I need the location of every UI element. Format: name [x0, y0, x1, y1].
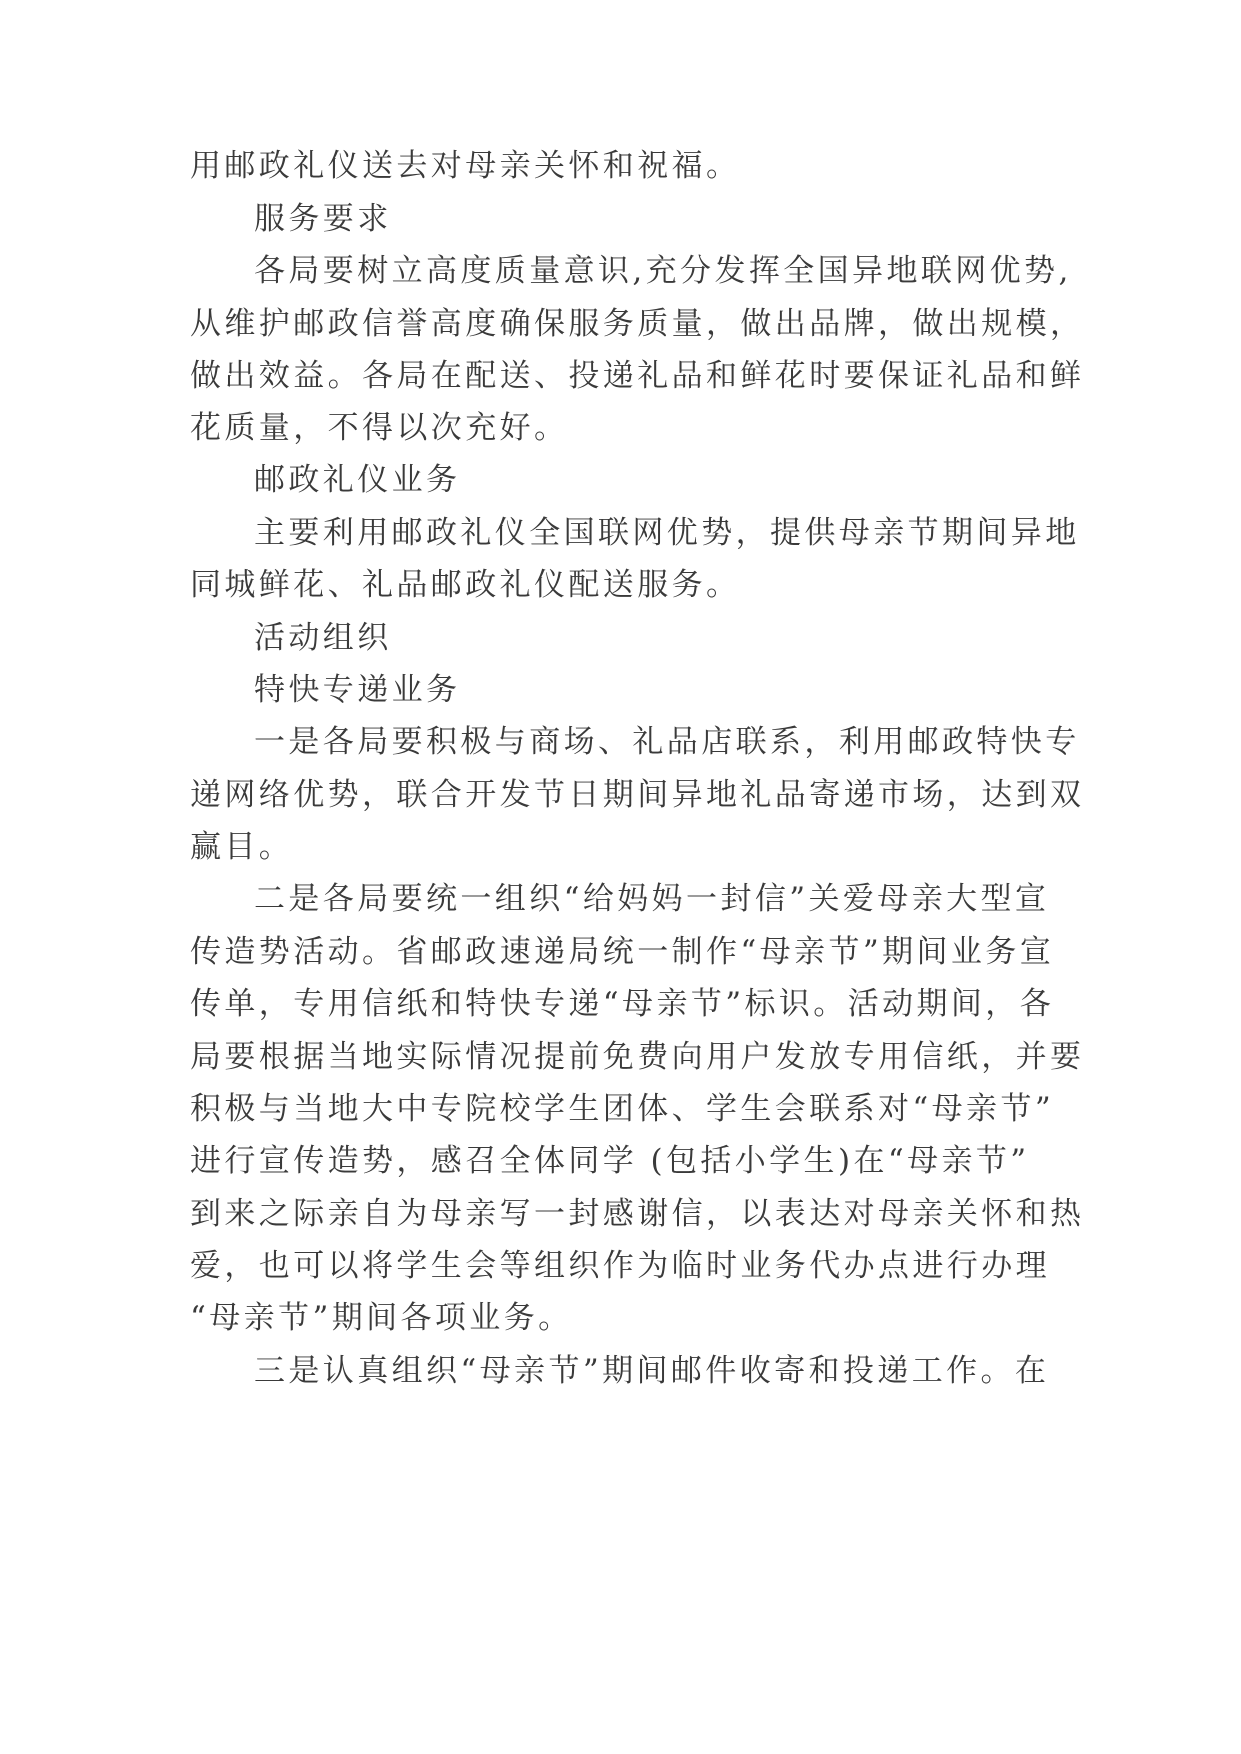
- paragraph-line: 主要利用邮政礼仪全国联网优势，提供母亲节期间异地: [254, 515, 1080, 551]
- text-line: 赢目。: [190, 829, 294, 865]
- paragraph-line: 二是各局要统一组织“给妈妈一封信”关爱母亲大型宣: [254, 881, 1050, 917]
- text-line: 局要根据当地实际情况提前免费向用户发放专用信纸，并要: [190, 1039, 1085, 1075]
- section-heading: 特快专递业务: [254, 672, 461, 708]
- text-line: 用邮政礼仪送去对母亲关怀和祝福。: [190, 148, 741, 184]
- text-line: 爱，也可以将学生会等组织作为临时业务代办点进行办理: [190, 1248, 1050, 1284]
- section-heading: 活动组织: [254, 620, 392, 656]
- text-line: “母亲节”期间各项业务。: [190, 1300, 573, 1336]
- section-heading: 服务要求: [254, 201, 392, 237]
- text-line: 传单，专用信纸和特快专递“母亲节”标识。活动期间，各: [190, 986, 1055, 1022]
- text-line: 进行宣传造势，感召全体同学 (包括小学生)在“母亲节”: [190, 1143, 1030, 1179]
- text-line: 花质量，不得以次充好。: [190, 410, 569, 446]
- paragraph-line: 三是认真组织“母亲节”期间邮件收寄和投递工作。在: [254, 1353, 1050, 1389]
- paragraph-line: 一是各局要积极与商场、礼品店联系，利用邮政特快专: [254, 724, 1080, 760]
- text-line: 做出效益。各局在配送、投递礼品和鲜花时要保证礼品和鲜: [190, 358, 1085, 394]
- text-line: 到来之际亲自为母亲写一封感谢信，以表达对母亲关怀和热: [190, 1196, 1085, 1232]
- text-line: 同城鲜花、礼品邮政礼仪配送服务。: [190, 567, 741, 603]
- text-line: 递网络优势，联合开发节日期间异地礼品寄递市场，达到双: [190, 777, 1085, 813]
- text-line: 传造势活动。省邮政速递局统一制作“母亲节”期间业务宣: [190, 934, 1055, 970]
- text-line: 从维护邮政信誉高度确保服务质量，做出品牌，做出规模，: [190, 306, 1085, 342]
- paragraph-line: 各局要树立高度质量意识,充分发挥全国异地联网优势,: [254, 253, 1072, 289]
- text-line: 积极与当地大中专院校学生团体、学生会联系对“母亲节”: [190, 1091, 1055, 1127]
- section-heading: 邮政礼仪业务: [254, 462, 461, 498]
